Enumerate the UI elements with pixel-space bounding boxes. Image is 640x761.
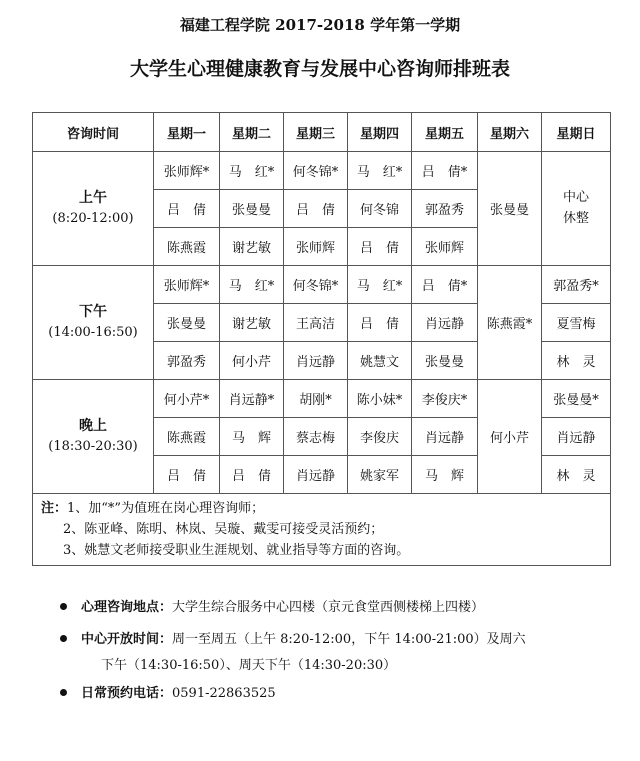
table-cell: 吕 倩 xyxy=(154,456,220,494)
table-cell-saturday: 何小芹 xyxy=(478,380,542,494)
header-day: 星期日 xyxy=(542,113,611,152)
period-name: 下午 xyxy=(79,303,107,320)
bullet-icon xyxy=(60,603,67,610)
table-cell: 蔡志梅 xyxy=(284,418,348,456)
table-header-row xyxy=(33,113,611,152)
table-cell-saturday: 张曼曼 xyxy=(478,152,542,266)
hours-info xyxy=(60,628,526,647)
table-cell: 吕 倩 xyxy=(348,228,412,266)
table-cell: 张师辉* xyxy=(154,266,220,304)
table-cell: 何冬锦* xyxy=(284,152,348,190)
note-line-3: 3、姚慧文老师接受职业生涯规划、就业指导等方面的咨询。 xyxy=(63,543,410,558)
period-cell-evening xyxy=(33,380,154,494)
table-cell-sunday: 林 灵 xyxy=(542,456,611,494)
table-cell: 张曼曼 xyxy=(220,190,284,228)
table-cell-sunday xyxy=(542,152,611,266)
note-line-1 xyxy=(41,498,602,519)
location-label: 心理咨询地点： xyxy=(81,600,173,615)
period-cell-morning xyxy=(33,152,154,266)
table-cell: 李俊庆 xyxy=(348,418,412,456)
period-time: (14:00-16:50) xyxy=(48,325,138,341)
table-cell: 何小芹 xyxy=(220,342,284,380)
table-cell: 肖远静* xyxy=(220,380,284,418)
document-subtitle: 福建工程学院 2017-2018 学年第一学期 xyxy=(179,16,461,34)
sunday-text: 中心 xyxy=(562,189,589,205)
table-cell-sunday: 郭盈秀* xyxy=(542,266,611,304)
table-cell: 肖远静 xyxy=(412,304,478,342)
location-value: 大学生综合服务中心四楼（京元食堂西侧楼梯上四楼） xyxy=(172,600,485,615)
note-text: 1、加“*”为值班在岗心理咨询师； xyxy=(67,501,265,516)
table-row xyxy=(33,266,611,304)
phone-value: 0591-22863525 xyxy=(172,686,276,701)
table-cell: 吕 倩 xyxy=(154,190,220,228)
phone-label: 日常预约电话： xyxy=(81,686,173,701)
period-name: 晚上 xyxy=(79,417,107,434)
table-cell-sunday: 张曼曼* xyxy=(542,380,611,418)
table-cell: 吕 倩* xyxy=(412,266,478,304)
table-cell: 马 辉 xyxy=(412,456,478,494)
table-row xyxy=(33,380,611,418)
table-cell: 何冬锦 xyxy=(348,190,412,228)
table-cell: 肖远静 xyxy=(284,456,348,494)
table-cell: 何小芹* xyxy=(154,380,220,418)
table-cell: 陈小妹* xyxy=(348,380,412,418)
hours-label: 中心开放时间： xyxy=(81,632,173,647)
notes-prefix: 注： xyxy=(41,501,68,516)
table-cell: 王高洁 xyxy=(284,304,348,342)
header-day: 星期一 xyxy=(154,113,220,152)
period-cell-afternoon xyxy=(33,266,154,380)
table-cell: 张师辉 xyxy=(412,228,478,266)
table-cell: 吕 倩 xyxy=(284,190,348,228)
hours-continued: 下午（14:30-16:50）、周天下午（14:30-20:30） xyxy=(101,658,397,673)
note-line-2: 2、陈亚峰、陈明、林岚、吴璇、戴雯可接受灵活预约； xyxy=(63,522,384,537)
header-day: 星期六 xyxy=(478,113,542,152)
notes-row xyxy=(33,494,611,566)
table-cell: 郭盈秀 xyxy=(412,190,478,228)
table-cell: 吕 倩 xyxy=(220,456,284,494)
table-cell: 肖远静 xyxy=(412,418,478,456)
table-cell-sunday: 肖远静 xyxy=(542,418,611,456)
table-cell: 张师辉* xyxy=(154,152,220,190)
period-time: (8:20-12:00) xyxy=(52,211,134,227)
table-cell: 马 红* xyxy=(220,152,284,190)
sunday-text: 休整 xyxy=(562,210,589,226)
table-cell: 吕 倩 xyxy=(348,304,412,342)
table-cell-saturday: 陈燕霞* xyxy=(478,266,542,380)
bullet-icon xyxy=(60,635,67,642)
table-cell: 何冬锦* xyxy=(284,266,348,304)
table-cell: 姚家军 xyxy=(348,456,412,494)
location-info xyxy=(60,596,484,615)
table-cell: 马 红* xyxy=(220,266,284,304)
document-title: 大学生心理健康教育与发展中心咨询师排班表 xyxy=(129,58,510,80)
table-cell: 张曼曼 xyxy=(154,304,220,342)
table-cell: 姚慧文 xyxy=(348,342,412,380)
table-cell: 马 红* xyxy=(348,266,412,304)
header-day: 星期五 xyxy=(412,113,478,152)
hours-value: 周一至周五（上午 8:20-12:00，下午 14:00-21:00）及周六 xyxy=(172,632,526,647)
table-cell: 李俊庆* xyxy=(412,380,478,418)
table-cell: 谢艺敏 xyxy=(220,228,284,266)
table-cell: 张曼曼 xyxy=(412,342,478,380)
schedule-table xyxy=(32,112,611,566)
table-cell: 陈燕霞 xyxy=(154,418,220,456)
header-day: 星期四 xyxy=(348,113,412,152)
table-row xyxy=(33,152,611,190)
table-cell: 马 辉 xyxy=(220,418,284,456)
header-time: 咨询时间 xyxy=(33,113,154,152)
table-cell-sunday: 林 灵 xyxy=(542,342,611,380)
table-cell: 张师辉 xyxy=(284,228,348,266)
phone-info xyxy=(60,682,276,701)
table-cell: 胡刚* xyxy=(284,380,348,418)
period-time: (18:30-20:30) xyxy=(48,439,138,455)
table-cell: 马 红* xyxy=(348,152,412,190)
table-cell: 肖远静 xyxy=(284,342,348,380)
header-day: 星期二 xyxy=(220,113,284,152)
table-cell: 谢艺敏 xyxy=(220,304,284,342)
notes-cell xyxy=(33,494,611,566)
header-day: 星期三 xyxy=(284,113,348,152)
bullet-icon xyxy=(60,689,67,696)
table-cell: 吕 倩* xyxy=(412,152,478,190)
table-cell: 郭盈秀 xyxy=(154,342,220,380)
period-name: 上午 xyxy=(79,189,107,206)
table-cell: 陈燕霞 xyxy=(154,228,220,266)
table-cell-sunday: 夏雪梅 xyxy=(542,304,611,342)
